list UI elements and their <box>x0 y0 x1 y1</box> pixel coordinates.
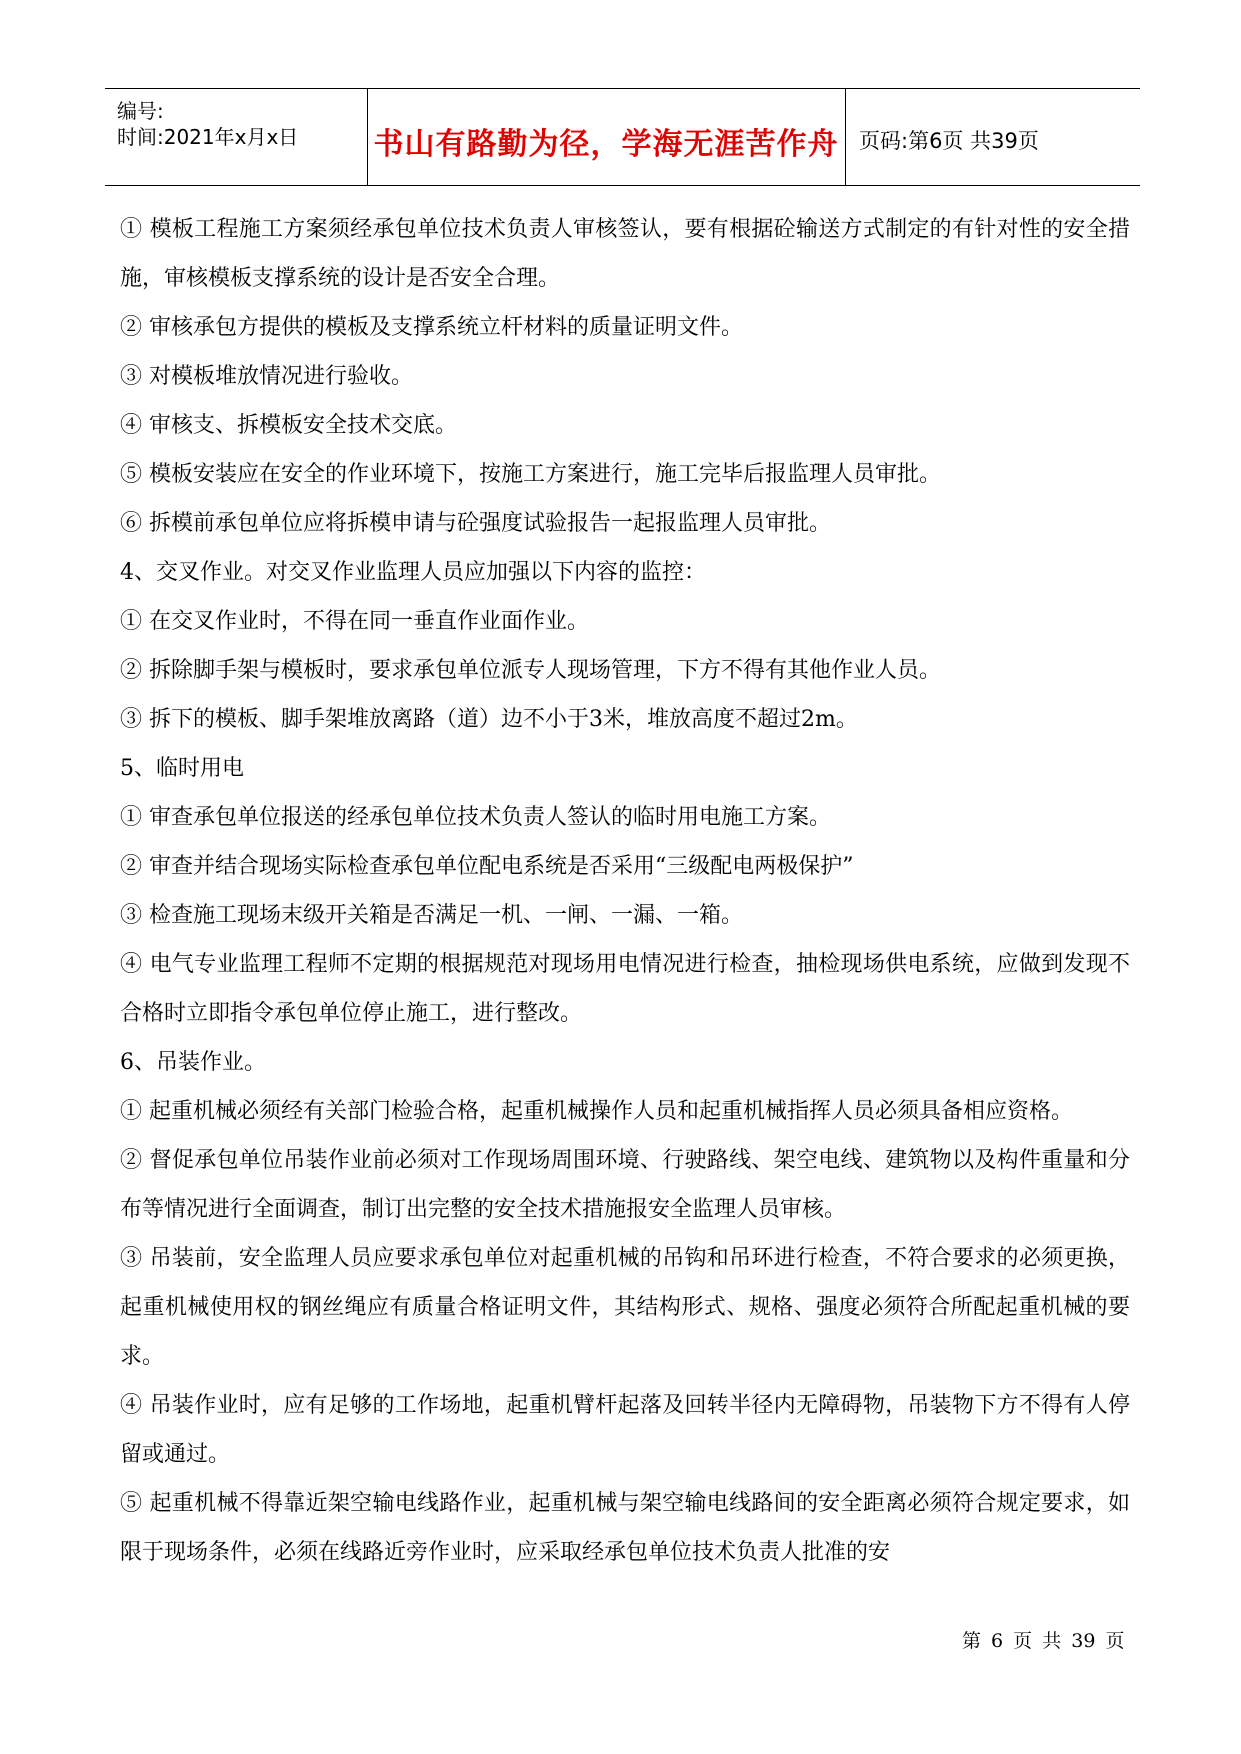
paragraph: ① 审查承包单位报送的经承包单位技术负责人签认的临时用电施工方案。 <box>120 805 831 830</box>
paragraph: ① 起重机械必须经有关部门检验合格，起重机械操作人员和起重机械指挥人员必须具备相应资格。 <box>120 1099 1073 1124</box>
paragraph: ⑥ 拆模前承包单位应将拆模申请与砼强度试验报告一起报监理人员审批。 <box>120 511 831 536</box>
paragraph: ⑤ 起重机械不得靠近架空输电线路作业，起重机械与架空输电线路间的安全距离必须符合规定要求，如限于现场条件，必须在线路近旁作业时，应采取经承包单位技术负责人批准的安 <box>120 1491 1130 1565</box>
paragraph: ② 拆除脚手架与模板时，要求承包单位派专人现场管理，下方不得有其他作业人员。 <box>120 658 941 683</box>
paragraph: ③ 对模板堆放情况进行验收。 <box>120 364 413 389</box>
document-number-label: 编号: <box>117 99 164 123</box>
section-heading: 4、交叉作业。对交叉作业监理人员应加强以下内容的监控： <box>120 560 706 585</box>
section-heading: 5、临时用电 <box>120 756 244 781</box>
header-right-cell <box>845 89 1140 185</box>
header-middle-cell <box>367 89 846 185</box>
page-footer-number: 第 6 页 共 39 页 <box>962 1630 1125 1652</box>
header-page-number: 页码:第6页 共39页 <box>859 129 1039 153</box>
section-heading: 6、吊装作业。 <box>120 1050 266 1075</box>
page-header <box>105 88 1140 186</box>
paragraph: ③ 检查施工现场末级开关箱是否满足一机、一闸、一漏、一箱。 <box>120 903 743 928</box>
paragraph: ③ 吊装前，安全监理人员应要求承包单位对起重机械的吊钩和吊环进行检查，不符合要求的必须更换，起重机械使用权的钢丝绳应有质量合格证明文件，其结构形式、规格、强度必须符合所配起重机械的要求。 <box>120 1246 1130 1369</box>
paragraph: ⑤ 模板安装应在安全的作业环境下，按施工方案进行，施工完毕后报监理人员审批。 <box>120 462 941 487</box>
paragraph: ③ 拆下的模板、脚手架堆放离路（道）边不小于3米，堆放高度不超过2m。 <box>120 707 858 732</box>
paragraph: ④ 吊装作业时，应有足够的工作场地，起重机臂杆起落及回转半径内无障碍物，吊装物下方不得有人停留或通过。 <box>120 1393 1130 1467</box>
paragraph: ② 审查并结合现场实际检查承包单位配电系统是否采用“三级配电两极保护” <box>120 854 854 879</box>
document-body <box>120 205 1130 1577</box>
paragraph: ② 督促承包单位吊装作业前必须对工作现场周围环境、行驶路线、架空电线、建筑物以及构件重量和分布等情况进行全面调查，制订出完整的安全技术措施报安全监理人员审核。 <box>120 1148 1130 1222</box>
paragraph: ② 审核承包方提供的模板及支撑系统立杆材料的质量证明文件。 <box>120 315 743 340</box>
paragraph: ④ 电气专业监理工程师不定期的根据规范对现场用电情况进行检查，抽检现场供电系统，应做到发现不合格时立即指令承包单位停止施工，进行整改。 <box>120 952 1130 1026</box>
paragraph: ① 在交叉作业时，不得在同一垂直作业面作业。 <box>120 609 589 634</box>
header-motto: 书山有路勤为径，学海无涯苦作舟 <box>373 127 839 162</box>
header-left-cell <box>105 89 368 185</box>
document-time-label: 时间:2021年x月x日 <box>117 125 299 149</box>
paragraph: ① 模板工程施工方案须经承包单位技术负责人审核签认，要有根据砼输送方式制定的有针对性的安全措施，审核模板支撑系统的设计是否安全合理。 <box>120 217 1130 291</box>
paragraph: ④ 审核支、拆模板安全技术交底。 <box>120 413 457 438</box>
